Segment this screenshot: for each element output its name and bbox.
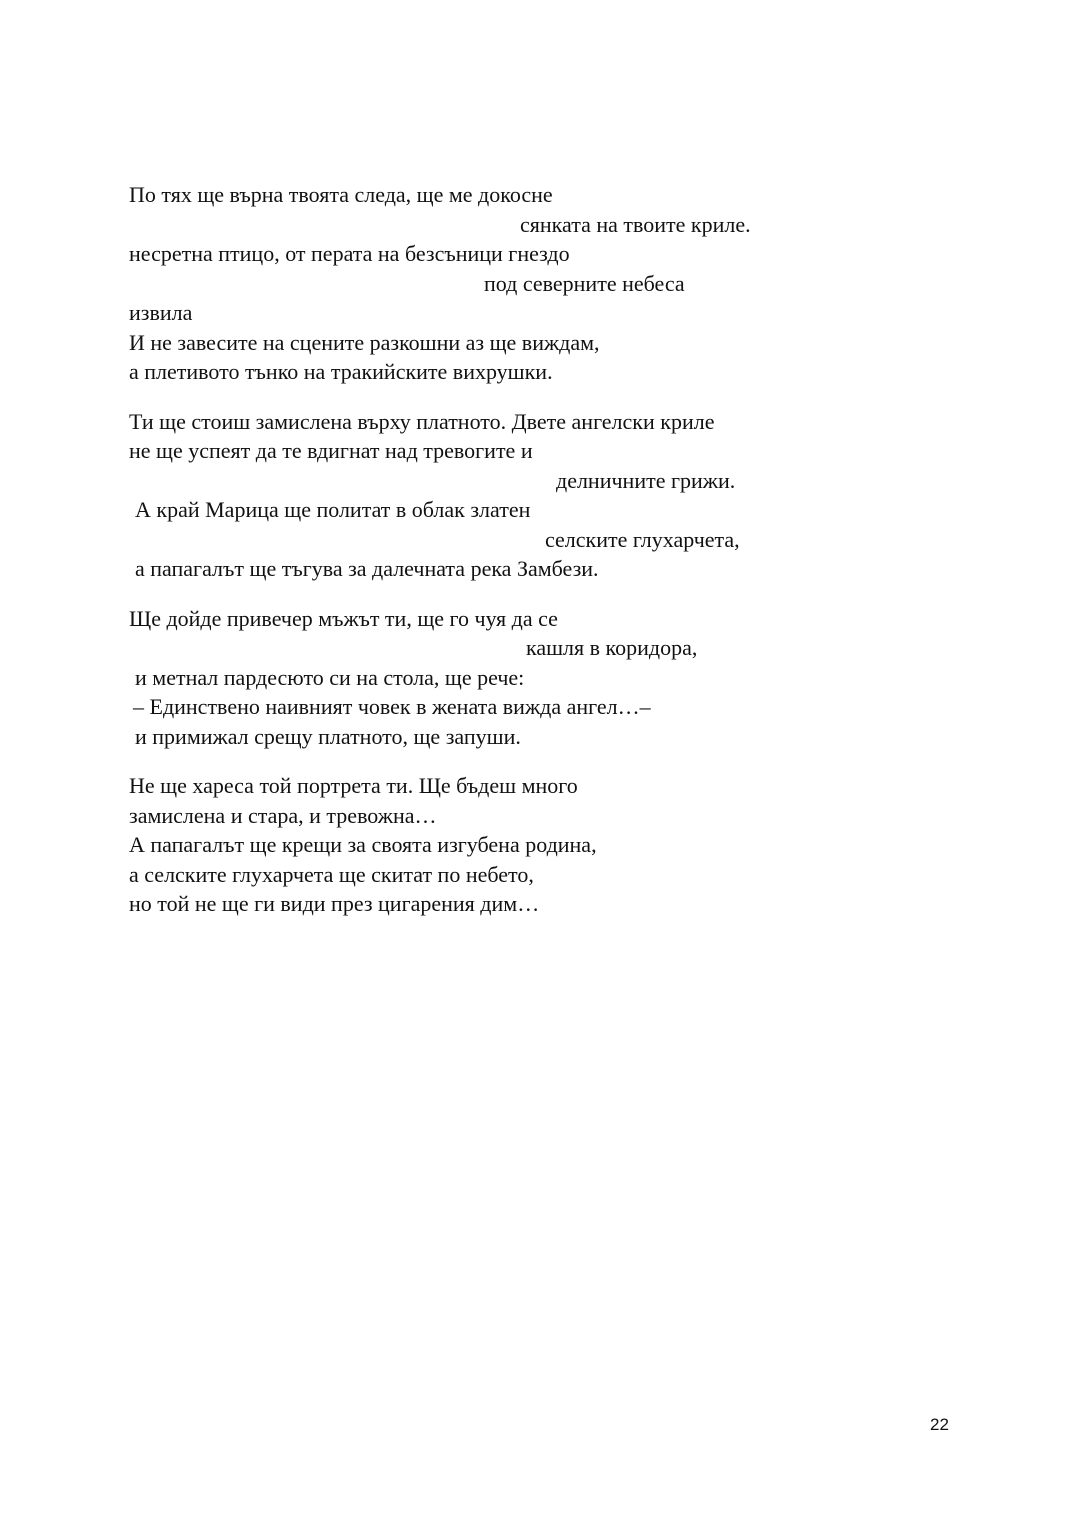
poem-line: замислена и стара, и тревожна… — [129, 802, 437, 828]
poem-line: И не завесите на сцените разкошни аз ще виждам, — [129, 329, 600, 355]
poem-line: сянката на твоите криле. — [520, 211, 751, 237]
poem-line: не ще успеят да те вдигнат над тревогите и — [129, 438, 533, 463]
poem-line: А папагалът ще крещи за своята изгубена родина, — [129, 832, 597, 857]
poem-line: Не ще хареса той портрета ти. Ще бъдеш много — [129, 773, 578, 798]
poem-line: но той не ще ги види през цигарения дим… — [129, 891, 540, 916]
poem-line: А край Марица ще политат в облак златен — [135, 497, 531, 522]
poem-line: а плетивото тънко на тракийските вихрушки. — [129, 359, 553, 384]
poem-line: и примижал срещу платното, ще запуши. — [135, 723, 521, 749]
poem-line: несретна птицо, от перата на безсъници гнездо — [129, 241, 570, 266]
poem-line: а папагалът ще тъгува за далечната река Замбези. — [135, 556, 599, 581]
stanza-3 — [129, 604, 949, 752]
poem-line: Ти ще стоиш замислена върху платното. Двете ангелски криле — [129, 408, 715, 434]
poem-line: кашля в коридора, — [526, 635, 698, 660]
stanza-1 — [129, 180, 949, 387]
poem-line: под северните небеса — [484, 270, 685, 296]
poem-line: а селските глухарчета ще скитат по небето, — [129, 861, 534, 887]
poem-line: – Единствено наивният човек в жената вижда ангел…– — [133, 694, 651, 719]
poem-line: селските глухарчета, — [545, 526, 740, 552]
poem-line: По тях ще върна твоята следа, ще ме докосне — [129, 182, 553, 207]
stanza-4 — [129, 771, 949, 919]
page-number: 22 — [930, 1415, 949, 1434]
stanza-2 — [129, 407, 949, 584]
poem-body — [129, 180, 949, 939]
poem-line: Ще дойде привечер мъжът ти, ще го чуя да се — [129, 605, 558, 631]
poem-line: извила — [129, 300, 193, 325]
poem-line: и метнал пардесюто си на стола, ще рече: — [135, 664, 525, 690]
poem-line: делничните грижи. — [556, 467, 736, 493]
